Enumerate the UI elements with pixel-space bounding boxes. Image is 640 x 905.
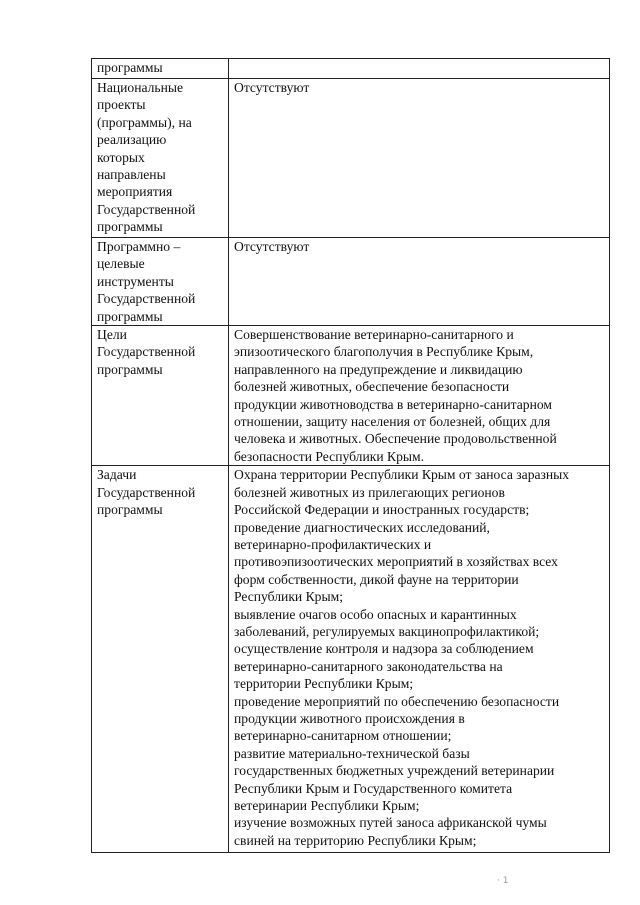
program-passport-table — [91, 58, 610, 853]
row-value: Отсутствуют — [229, 79, 610, 238]
table-row-goals — [92, 326, 610, 466]
scan-mark: · 1 — [497, 876, 509, 886]
row-label: Задачи Государственной программы — [92, 466, 229, 853]
row-value — [229, 59, 610, 79]
table-row-national-projects — [92, 79, 610, 238]
row-label: Программно – целевые инструменты Государственной программы — [92, 238, 229, 326]
row-value: Совершенствование ветеринарно-санитарного и эпизоотического благополучия в Республике Крым, направленного на предупреждение и ликвидацию болезней животных, обеспечение безопасности продукции животноводства в ветеринарно-санитарном отношении, защиту населения от болезней, общих для человека и животных. Обеспечение продовольственной безопасности Республики Крым. — [229, 326, 610, 466]
table-row-program-continued — [92, 59, 610, 79]
row-label: Цели Государственной программы — [92, 326, 229, 466]
table-row-tasks — [92, 466, 610, 853]
row-label: программы — [92, 59, 229, 79]
table-row-program-tools — [92, 238, 610, 326]
row-label: Национальные проекты (программы), на реализацию которых направлены мероприятия Государственной программы — [92, 79, 229, 238]
row-value: Охрана территории Республики Крым от заноса заразных болезней животных из прилегающих регионов Российской Федерации и иностранных государств; проведение диагностических исследований, ветеринарно-профилактических и противоэпизоотических мероприятий в хозяйствах всех форм собственности, дикой фауне на территории Республики Крым; выявление очагов особо опасных и карантинных заболеваний, регулируемых вакцинопрофилактикой; осуществление контроля и надзора за соблюдением ветеринарно-санитарного законодательства на территории Республики Крым; проведение мероприятий по обеспечению безопасности продукции животного происхождения в ветеринарно-санитарном отношении; развитие материально-технической базы государственных бюджетных учреждений ветеринарии Республики Крым и Государственного комитета ветеринарии Республики Крым; изучение возможных путей заноса африканской чумы свиней на территорию Республики Крым; — [229, 466, 610, 853]
row-value: Отсутствуют — [229, 238, 610, 326]
